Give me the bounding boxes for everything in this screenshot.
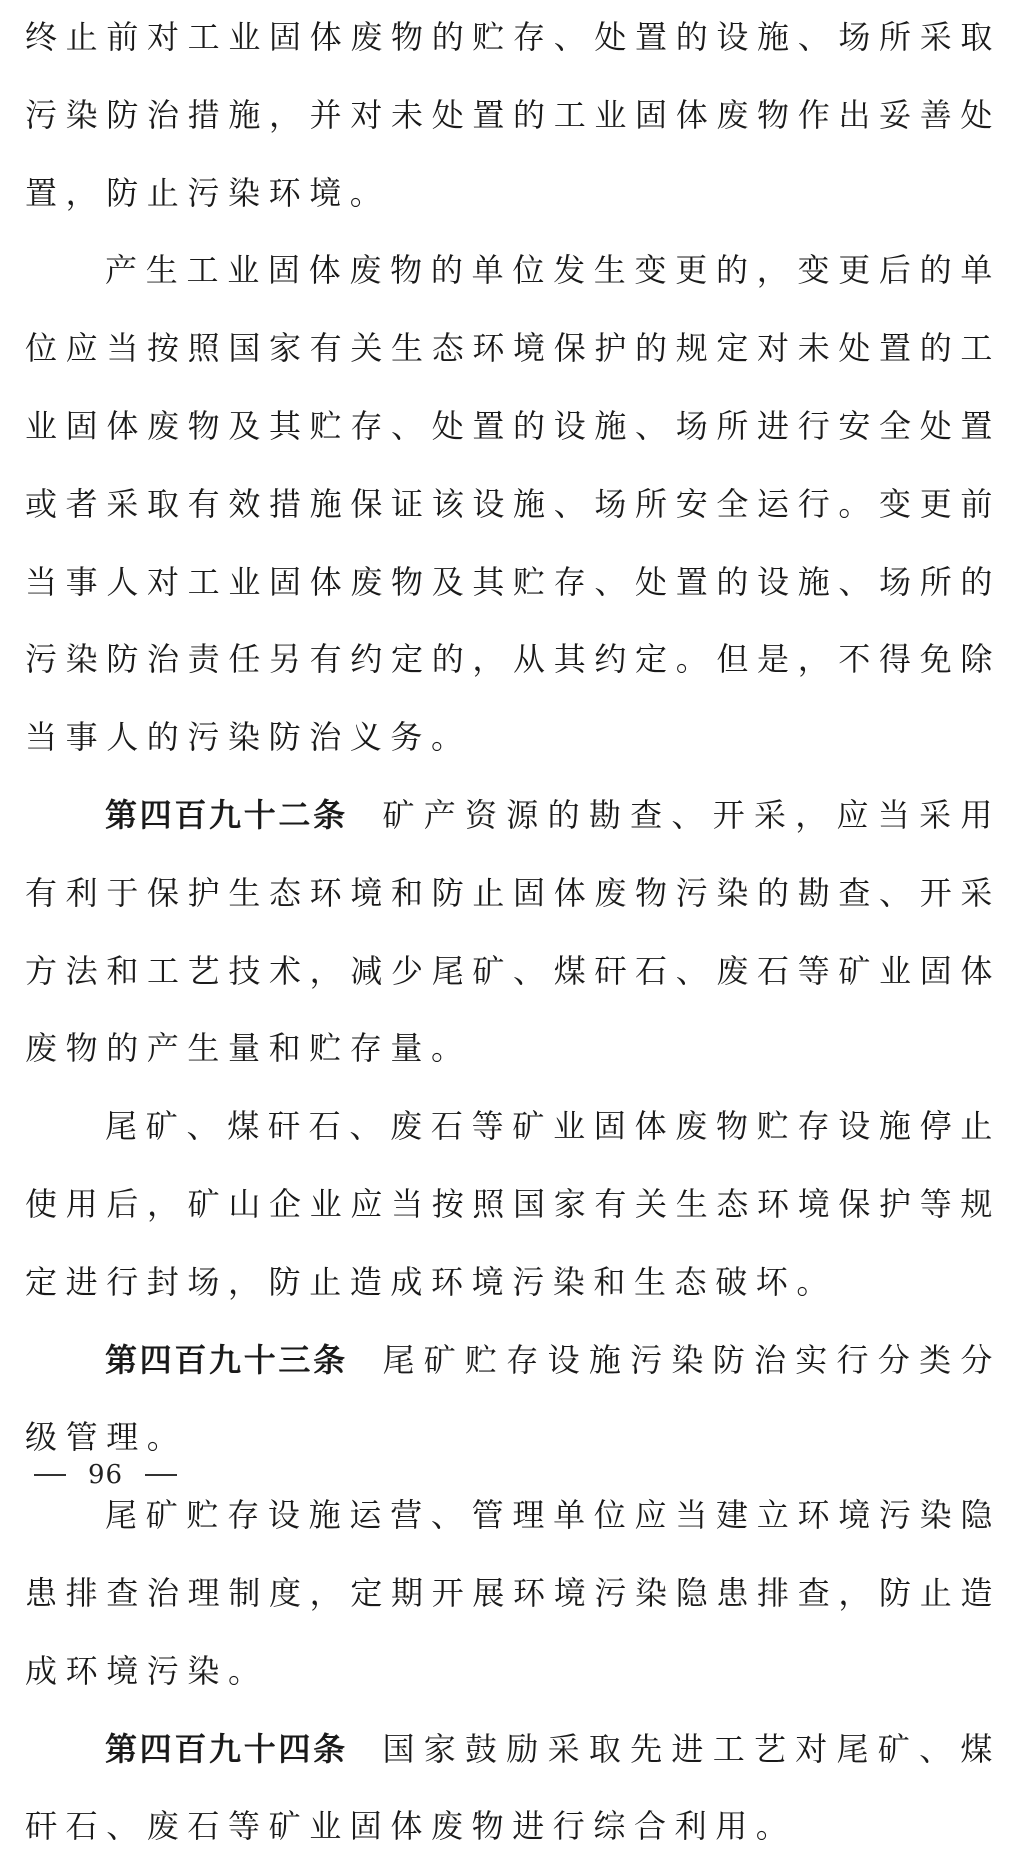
paragraph-body xyxy=(25,232,1001,777)
left-dash xyxy=(34,1474,66,1476)
article-text: 国家鼓励采取先进工艺对尾矿、煤矸石、废石等矿业固体废物进行综合利用。 xyxy=(25,1729,1001,1846)
article-493 xyxy=(25,1322,1001,1478)
article-text: 矿产资源的勘查、开采，应当采用有利于保护生态环境和防止固体废物污染的勘查、开采方法和工艺技术，减少尾矿、煤矸石、废石等矿业固体废物的产生量和贮存量。 xyxy=(25,795,1001,1068)
document-page xyxy=(25,0,1001,1866)
paragraph-continuation xyxy=(25,0,1001,232)
paragraph-body xyxy=(25,1477,1001,1710)
article-text: 尾矿贮存设施污染防治实行分类分级管理。 xyxy=(25,1340,1001,1457)
article-heading: 第四百九十二条 xyxy=(105,795,348,834)
article-494 xyxy=(25,1711,1001,1866)
page-number: 96 xyxy=(88,1460,124,1490)
paragraph-text: 产生工业固体废物的单位发生变更的，变更后的单位应当按照国家有关生态环境保护的规定对未处置的工业固体废物及其贮存、处置的设施、场所进行安全处置或者采取有效措施保证该设施、场所安全运行。变更前当事人对工业固体废物及其贮存、处置的设施、场所的污染防治责任另有约定的，从其约定。但是，不得免除当事人的污染防治义务。 xyxy=(25,251,1001,757)
article-492 xyxy=(25,777,1001,1088)
right-dash xyxy=(145,1474,177,1476)
article-heading: 第四百九十三条 xyxy=(105,1340,348,1379)
paragraph-text: 尾矿贮存设施运营、管理单位应当建立环境污染隐患排查治理制度，定期开展环境污染隐患排查，防止造成环境污染。 xyxy=(25,1496,1001,1690)
paragraph-text: 终止前对工业固体废物的贮存、处置的设施、场所采取污染防治措施，并对未处置的工业固体废物作出妥善处置，防止污染环境。 xyxy=(25,18,1001,212)
article-heading: 第四百九十四条 xyxy=(105,1729,348,1768)
paragraph-text: 尾矿、煤矸石、废石等矿业固体废物贮存设施停止使用后，矿山企业应当按照国家有关生态环境保护等规定进行封场，防止造成环境污染和生态破坏。 xyxy=(25,1107,1001,1301)
page-number-footer xyxy=(34,1455,177,1495)
paragraph-body xyxy=(25,1088,1001,1321)
